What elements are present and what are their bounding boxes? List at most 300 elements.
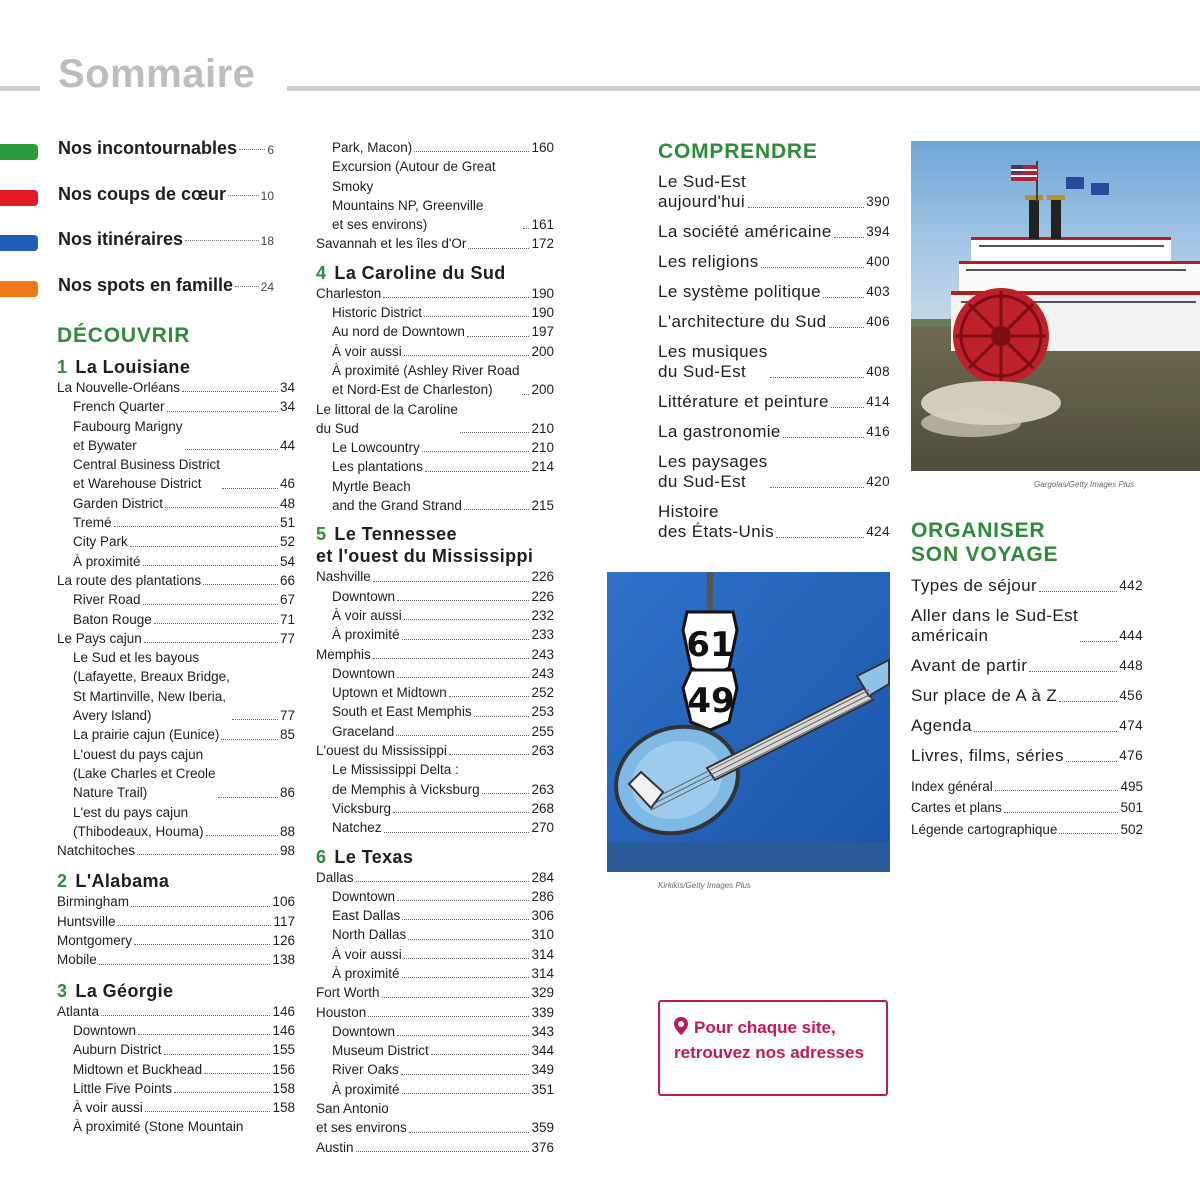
toc-entry[interactable]: [911, 606, 1143, 646]
toc-entry[interactable]: [57, 571, 295, 590]
toc-entry[interactable]: [57, 1040, 295, 1059]
toc-entry[interactable]: [316, 400, 554, 439]
page-number: 126: [272, 933, 295, 949]
dot-leader: [130, 546, 278, 547]
toc-entry-title: Birmingham: [57, 894, 130, 910]
toc-entry[interactable]: [316, 1041, 554, 1060]
toc-entry[interactable]: [316, 1060, 554, 1079]
chapter-texas-heading: 6 Le Texas: [316, 846, 414, 867]
toc-entry-title: Uptown et Midtown: [332, 685, 447, 701]
chapter-tennessee-heading: 5 Le Tennessee: [316, 524, 457, 545]
dot-leader: [165, 507, 278, 508]
toc-entry-title: Tremé: [73, 515, 112, 531]
page-number: 214: [531, 459, 554, 475]
toc-entry-title: Downtown: [332, 665, 396, 681]
steamboat-photo-credit: Gargolas/Getty Images Plus: [1034, 480, 1135, 489]
toc-entry[interactable]: [316, 303, 554, 322]
sign-number-bottom: 49: [687, 681, 735, 721]
page-number: 106: [272, 894, 295, 910]
page-number: 390: [866, 194, 890, 209]
toc-entry[interactable]: [316, 818, 554, 837]
toc-entry[interactable]: [658, 222, 890, 242]
page-number: 146: [272, 1022, 295, 1038]
page-number: 200: [531, 343, 554, 359]
page-number: 501: [1120, 800, 1143, 816]
toc-entry-title: À proximité: [332, 1081, 400, 1097]
dot-leader: [422, 451, 530, 452]
toc-entry[interactable]: [57, 513, 295, 532]
page-number: 329: [531, 985, 554, 1001]
dot-leader: [397, 1035, 529, 1036]
toc-entry-title: Cartes et plans: [911, 800, 1002, 816]
page-number: 424: [866, 524, 890, 539]
toc-entry-title: River Road: [73, 592, 141, 608]
toc-entry[interactable]: [316, 1138, 554, 1157]
dot-leader: [368, 1016, 529, 1017]
toc-entry-title: Le Sud-Est aujourd'hui: [658, 172, 747, 211]
toc-entry-title: Les religions: [658, 252, 759, 271]
toc-entry-title: Fort Worth: [316, 985, 380, 1001]
toc-entry[interactable]: [57, 590, 295, 609]
toc-entry[interactable]: [911, 798, 1143, 817]
toc-entry[interactable]: [57, 745, 295, 803]
toc-entry[interactable]: [57, 648, 295, 725]
toc-entry[interactable]: [911, 746, 1143, 766]
toc-entry[interactable]: [57, 397, 295, 416]
page-number: 448: [1119, 658, 1143, 673]
dot-leader: [424, 316, 529, 317]
dot-leader: [373, 581, 530, 582]
page-number: 117: [273, 913, 295, 929]
toc-entry-title: Index général: [911, 779, 993, 794]
info-box-text: Pour chaque site, retrouvez nos adresses: [674, 1018, 864, 1062]
highlight-itineraires[interactable]: [0, 229, 280, 259]
toc-entry-title: Faubourg Marigny et Bywater: [73, 418, 183, 453]
page-number: 403: [866, 284, 890, 299]
chapter-texas-list: [316, 868, 554, 1157]
dot-leader: [356, 881, 530, 882]
page-number: 474: [1119, 718, 1143, 733]
section-comprendre-heading: COMPRENDRE: [658, 140, 818, 163]
dot-leader: [402, 977, 530, 978]
toc-entry-title: À voir aussi: [332, 343, 402, 359]
dot-leader: [783, 437, 864, 438]
dot-leader: [206, 835, 278, 836]
chapter-georgie-continued-list: [316, 138, 554, 254]
toc-entry-title: À voir aussi: [332, 946, 402, 962]
toc-entry-title: À voir aussi: [332, 607, 402, 623]
page-number: 98: [279, 843, 295, 859]
toc-entry-title: Histoire des États-Unis: [658, 502, 775, 541]
page-number: 146: [272, 1003, 295, 1019]
toc-entry[interactable]: [316, 906, 554, 925]
dot-leader: [831, 407, 864, 408]
dot-leader: [995, 790, 1119, 791]
page-number: 444: [1119, 628, 1143, 643]
toc-entry[interactable]: [316, 887, 554, 906]
highlight-incontournables[interactable]: [0, 138, 280, 168]
toc-entry[interactable]: [316, 664, 554, 683]
sign-number-top: 61: [686, 625, 734, 665]
toc-entry[interactable]: [911, 656, 1143, 676]
dot-leader: [99, 964, 271, 965]
toc-entry[interactable]: [57, 494, 295, 513]
toc-entry[interactable]: [316, 567, 554, 586]
page-number: 88: [279, 823, 295, 839]
dot-leader: [397, 600, 529, 601]
toc-entry-title: River Oaks: [332, 1062, 399, 1078]
dot-leader: [145, 1111, 271, 1112]
toc-entry[interactable]: [316, 138, 554, 157]
dot-leader: [134, 944, 270, 945]
toc-entry[interactable]: [911, 777, 1143, 796]
page-number: 456: [1119, 688, 1143, 703]
toc-entry[interactable]: [316, 342, 554, 361]
toc-entry-title: À proximité: [332, 627, 400, 643]
dot-leader: [182, 391, 278, 392]
dot-leader: [770, 377, 865, 378]
dot-leader: [222, 488, 278, 489]
dot-leader: [174, 1092, 270, 1093]
dot-leader: [144, 642, 278, 643]
page-number: 197: [531, 324, 554, 340]
toc-entry[interactable]: [57, 1002, 295, 1021]
toc-entry-title: East Dallas: [332, 908, 401, 924]
dot-leader: [761, 267, 865, 268]
dot-leader: [167, 411, 278, 412]
dot-leader: [204, 1073, 270, 1074]
guitar-photo-credit: Kirkikis/Getty Images Plus: [658, 881, 751, 890]
dot-leader: [522, 394, 530, 395]
toc-entry-title: L'architecture du Sud: [658, 312, 827, 331]
highlight-label: Nos incontournables: [58, 138, 238, 158]
toc-entry-title: Montgomery: [57, 933, 133, 949]
toc-entry[interactable]: [57, 912, 295, 931]
page-number: 200: [531, 382, 554, 398]
page-number: 10: [260, 189, 274, 203]
toc-entry[interactable]: [316, 361, 554, 400]
toc-entry-title: Le Sud et les bayous (Lafayette, Breaux Bridge, St Martinville, New Iberia, Avery Island): [73, 650, 230, 724]
toc-entry[interactable]: [316, 1099, 554, 1138]
page-number: 495: [1120, 779, 1143, 794]
dot-leader: [118, 925, 272, 926]
page-number: 226: [531, 588, 554, 604]
dot-leader: [402, 639, 530, 640]
dot-leader: [823, 297, 864, 298]
dot-leader: [164, 1054, 271, 1055]
toc-entry[interactable]: [316, 457, 554, 476]
toc-entry-title: Littérature et peinture: [658, 392, 829, 411]
toc-entry-title: Sur place de A à Z: [911, 686, 1058, 705]
highlight-label: Nos coups de cœur: [58, 184, 227, 204]
organiser-list: [911, 576, 1143, 766]
toc-entry-title: Natchitoches: [57, 843, 136, 859]
toc-entry[interactable]: [316, 1080, 554, 1099]
toc-entry[interactable]: [57, 841, 295, 860]
toc-entry-title: Le Mississippi Delta : de Memphis à Vicksburg: [332, 762, 480, 797]
toc-entry-title: Park, Macon): [332, 140, 413, 155]
dot-leader: [232, 719, 278, 720]
organiser-small-list: [911, 777, 1143, 839]
page-number: 190: [531, 285, 554, 301]
comprendre-list: [658, 172, 890, 542]
dot-leader: [834, 237, 864, 238]
toc-entry[interactable]: [316, 683, 554, 702]
toc-entry-title: Historic District: [332, 305, 422, 321]
page-number: 86: [279, 785, 295, 801]
toc-entry[interactable]: [57, 629, 295, 648]
toc-entry-title: L'ouest du pays cajun (Lake Charles et Creole Nature Trail): [73, 746, 216, 801]
organiser-column: [911, 519, 1143, 766]
chapter-georgie-list: [57, 1002, 295, 1118]
toc-entry-title: Myrtle Beach and the Grand Strand: [332, 478, 462, 514]
toc-entry[interactable]: [57, 950, 295, 969]
toc-entry[interactable]: [316, 438, 554, 457]
toc-entry[interactable]: [316, 964, 554, 983]
page-number: 314: [531, 946, 554, 962]
dot-leader: [404, 619, 530, 620]
dot-leader: [382, 997, 530, 998]
page-number: 158: [272, 1100, 295, 1116]
page-number: 268: [531, 800, 554, 816]
toc-entry-title: Natchez: [332, 820, 382, 836]
toc-entry-title: South et East Memphis: [332, 704, 472, 720]
toc-entry[interactable]: [316, 284, 554, 303]
chapter-caroline-list: [316, 284, 554, 516]
organiser-small-list-wrap: [911, 777, 1143, 839]
decouvrir-column-2: [316, 138, 554, 1157]
toc-entry[interactable]: [316, 606, 554, 625]
highlight-coups-de-coeur[interactable]: [0, 184, 280, 214]
toc-entry-title: La prairie cajun (Eunice): [73, 727, 220, 743]
toc-entry-title: Midtown et Buckhead: [73, 1061, 203, 1077]
toc-entry[interactable]: [316, 234, 554, 253]
toc-entry-title: Graceland: [332, 723, 395, 739]
toc-entry[interactable]: [57, 892, 295, 911]
page-number: 349: [531, 1062, 554, 1078]
toc-entry-title: Memphis: [316, 646, 371, 662]
toc-entry[interactable]: [658, 312, 890, 332]
toc-entry[interactable]: [316, 741, 554, 760]
toc-entry[interactable]: [911, 686, 1143, 706]
toc-entry[interactable]: [57, 1098, 295, 1117]
toc-entry[interactable]: [57, 1021, 295, 1040]
dot-leader: [460, 432, 530, 433]
page-number: 85: [279, 727, 295, 743]
toc-entry-title: Downtown: [332, 888, 396, 904]
toc-entry[interactable]: [316, 625, 554, 644]
page-number: 52: [279, 534, 295, 550]
toc-entry[interactable]: [57, 378, 295, 397]
dot-leader: [1059, 701, 1117, 702]
toc-entry[interactable]: [316, 702, 554, 721]
toc-entry-title: Garden District: [73, 495, 164, 511]
toc-entry-title: Houston: [316, 1004, 367, 1020]
page-number: 408: [866, 364, 890, 379]
page-number: 46: [279, 476, 295, 492]
toc-entry[interactable]: [57, 931, 295, 950]
page-number: 343: [531, 1023, 554, 1039]
toc-entry[interactable]: [57, 455, 295, 494]
chapter-louisiane-heading: 1 La Louisiane: [57, 357, 191, 377]
toc-entry[interactable]: [911, 716, 1143, 736]
dot-leader: [474, 716, 530, 717]
toc-entry-title: Charleston: [316, 285, 382, 301]
guitar-sign-photo: [607, 572, 890, 872]
toc-entry-title: L'est du pays cajun (Thibodeaux, Houma): [73, 804, 204, 839]
dot-leader: [467, 336, 530, 337]
dot-leader: [373, 658, 530, 659]
chapter-tennessee-list: [316, 567, 554, 837]
page-number: 339: [531, 1004, 554, 1020]
page-number: 77: [279, 708, 295, 724]
dot-leader: [397, 900, 529, 901]
toc-entry[interactable]: [57, 1079, 295, 1098]
decouvrir-column: [57, 324, 295, 1137]
dot-leader: [409, 1132, 530, 1133]
page-number: 476: [1119, 748, 1143, 763]
page-number: 24: [260, 280, 274, 294]
dot-leader: [1004, 812, 1119, 813]
toc-entry[interactable]: [57, 1060, 295, 1079]
toc-entry[interactable]: [658, 342, 890, 382]
toc-entry-title: L'ouest du Mississippi: [316, 743, 447, 759]
dot-leader: [464, 509, 530, 510]
toc-entry[interactable]: [57, 803, 295, 842]
section-decouvrir-heading: DÉCOUVRIR: [57, 324, 191, 347]
location-pin-icon: [674, 1017, 688, 1041]
page-number: 263: [531, 781, 554, 797]
toc-entry[interactable]: [658, 502, 890, 542]
dot-leader: [402, 919, 529, 920]
page-number: 71: [279, 611, 295, 627]
toc-entry[interactable]: [658, 452, 890, 492]
page-number: 160: [531, 140, 554, 155]
chapter-louisiane-list: [57, 378, 295, 860]
dot-leader: [154, 623, 278, 624]
toc-entry[interactable]: [316, 868, 554, 887]
page-number: 18: [260, 234, 274, 248]
page-number: 67: [279, 592, 295, 608]
page-number: 502: [1120, 821, 1143, 837]
highlight-spots-famille[interactable]: [0, 275, 280, 305]
page-number: 172: [531, 236, 554, 252]
page-number: 284: [531, 869, 554, 885]
color-tab: [0, 190, 38, 206]
page-number: 215: [531, 498, 554, 514]
toc-entry-title: Aller dans le Sud-Est américain: [911, 606, 1079, 645]
dot-leader: [384, 832, 530, 833]
toc-entry-title: Les musiques du Sud-Est: [658, 342, 768, 381]
toc-entry-title: À proximité: [332, 965, 400, 981]
page-number: 210: [531, 440, 554, 456]
page-number: 34: [279, 399, 295, 415]
toc-entry-title: Vicksburg: [332, 800, 392, 816]
page-number: 306: [531, 908, 554, 924]
page-number: 155: [272, 1042, 295, 1058]
toc-entry[interactable]: [316, 722, 554, 741]
page-number: 48: [279, 495, 295, 511]
page-number: 359: [531, 1120, 554, 1136]
toc-entry[interactable]: [316, 645, 554, 664]
toc-entry-title: Huntsville: [57, 913, 116, 929]
toc-entry-title: North Dallas: [332, 927, 407, 943]
highlight-label: Nos spots en famille: [58, 275, 234, 295]
toc-entry[interactable]: [316, 1003, 554, 1022]
toc-entry[interactable]: [658, 392, 890, 412]
dot-leader: [218, 797, 278, 798]
toc-entry[interactable]: [57, 725, 295, 744]
toc-entry-title: Downtown: [332, 588, 396, 604]
dot-leader: [523, 228, 529, 229]
toc-entry[interactable]: [57, 417, 295, 456]
toc-entry[interactable]: [658, 172, 890, 212]
toc-entry[interactable]: [57, 552, 295, 571]
toc-entry-title: Types de séjour: [911, 576, 1038, 595]
toc-entry[interactable]: [316, 945, 554, 964]
toc-entry[interactable]: [316, 925, 554, 944]
toc-entry[interactable]: [57, 610, 295, 629]
toc-entry[interactable]: [911, 576, 1143, 596]
dot-leader: [138, 1034, 270, 1035]
toc-entry-title: À proximité (Ashley River Road et Nord-Est de Charleston): [332, 362, 520, 398]
toc-entry[interactable]: [316, 477, 554, 516]
dot-leader: [748, 207, 864, 208]
toc-entry-title: Baton Rouge: [73, 611, 152, 627]
page-number: 210: [531, 420, 554, 436]
toc-entry[interactable]: [57, 532, 295, 551]
toc-entry[interactable]: [658, 422, 890, 442]
page-number: 156: [272, 1061, 295, 1077]
dot-leader: [449, 754, 530, 755]
page-number: 161: [531, 217, 554, 233]
toc-entry[interactable]: [316, 760, 554, 799]
page-number: 51: [279, 515, 295, 531]
toc-entry-title: French Quarter: [73, 399, 165, 415]
toc-entry-title: La route des plantations: [57, 572, 202, 588]
dot-leader: [383, 297, 529, 298]
dot-leader: [431, 1054, 530, 1055]
toc-entry[interactable]: [316, 322, 554, 341]
toc-entry[interactable]: [658, 282, 890, 302]
toc-entry[interactable]: [658, 252, 890, 272]
dot-leader: [396, 735, 529, 736]
chapter-tennessee-subheading: et l'ouest du Mississippi: [316, 546, 534, 567]
toc-entry-title: Dallas: [316, 869, 354, 885]
dot-leader: [137, 854, 278, 855]
page-number: 34: [279, 380, 295, 395]
toc-entry-title: La Nouvelle-Orléans: [57, 380, 181, 395]
page-number: 416: [866, 424, 890, 439]
toc-entry[interactable]: [316, 799, 554, 818]
toc-entry[interactable]: [316, 587, 554, 606]
toc-entry-title: Les paysages du Sud-Est: [658, 452, 768, 491]
toc-entry-title: Au nord de Downtown: [332, 324, 465, 340]
color-tab: [0, 235, 38, 251]
toc-entry[interactable]: [316, 983, 554, 1002]
dot-leader: [449, 696, 530, 697]
page-number: 253: [531, 704, 554, 720]
toc-entry-continued[interactable]: À proximité (Stone Mountain: [73, 1119, 244, 1135]
toc-entry[interactable]: [316, 157, 554, 234]
comprendre-column: [658, 140, 890, 542]
page-number: 286: [531, 888, 554, 904]
toc-entry[interactable]: [316, 1022, 554, 1041]
dot-leader: [468, 248, 529, 249]
toc-entry[interactable]: [911, 820, 1143, 839]
page-number: 414: [866, 394, 890, 409]
toc-entry-title: Excursion (Autour de Great Smoky Mountains NP, Greenville et ses environs): [332, 159, 496, 233]
